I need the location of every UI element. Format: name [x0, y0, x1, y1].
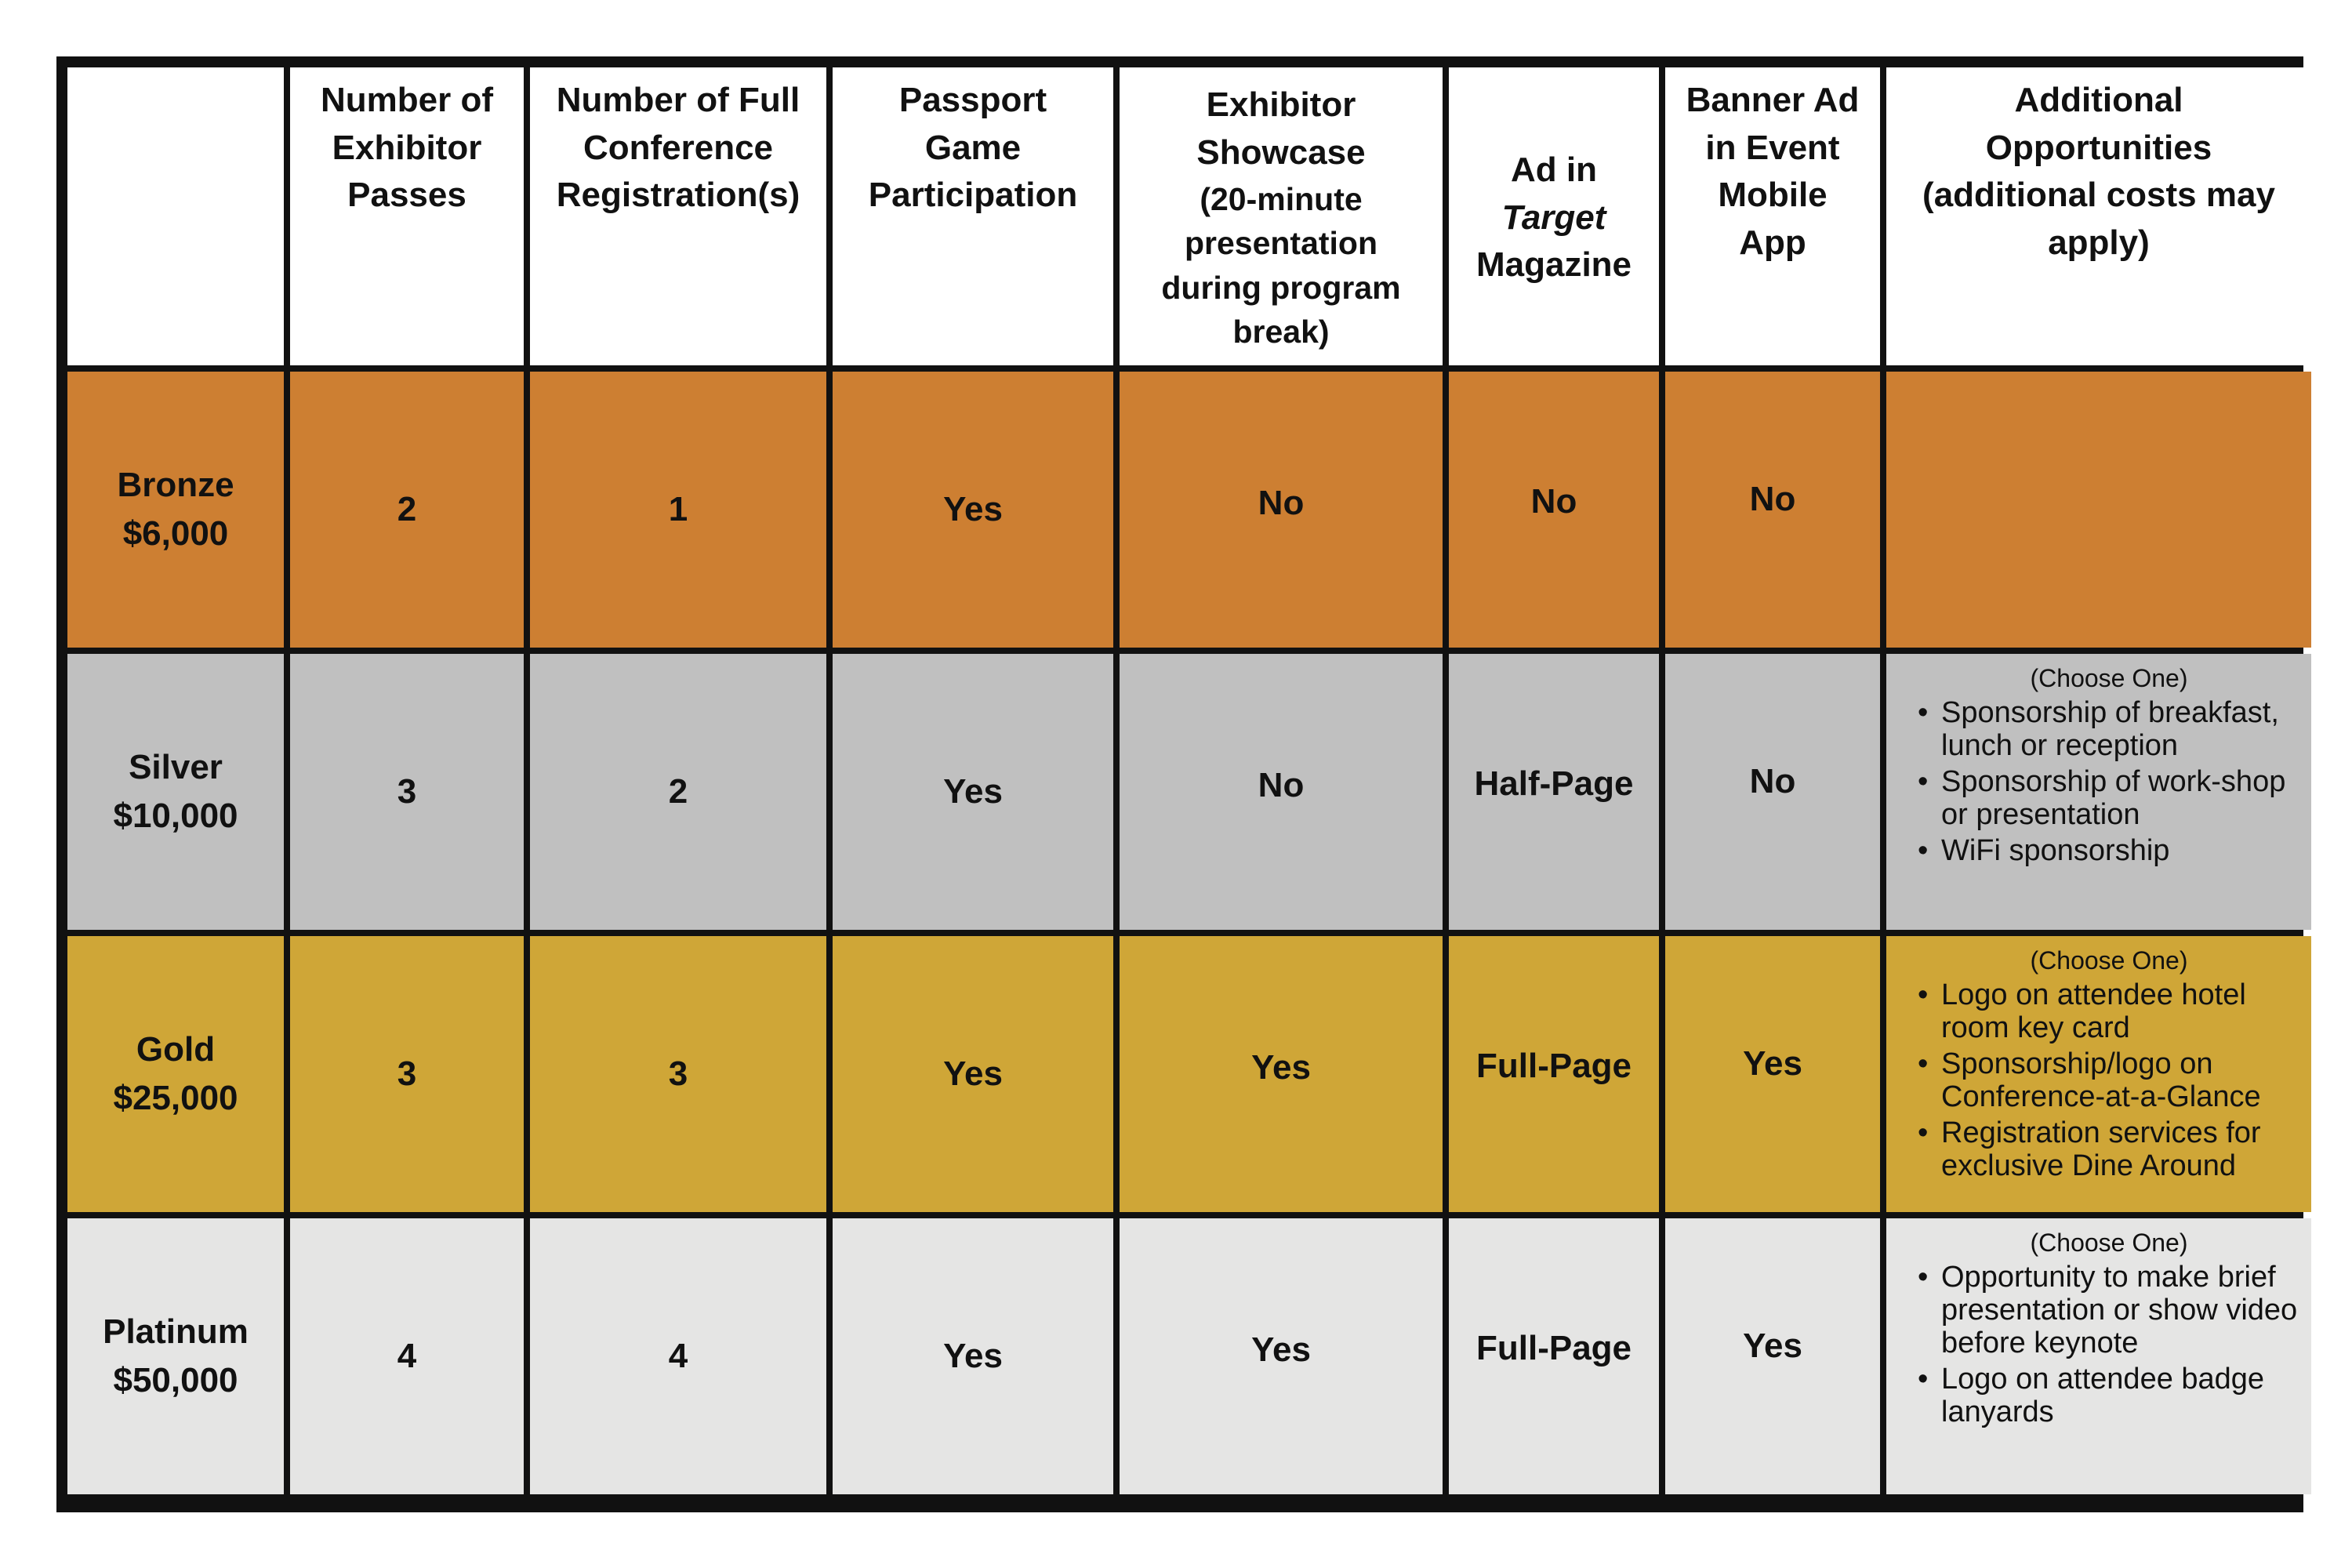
opportunity-text: Sponsorship of work-shop or presentation: [1941, 764, 2286, 832]
gold-ad: Full-Page: [1449, 936, 1659, 1212]
sponsorship-table: [56, 56, 2303, 1512]
opportunity-text: Logo on attendee hotel room key card: [1941, 978, 2246, 1044]
opportunity-text: Sponsorship/logo on Conference-at-a-Glance: [1941, 1047, 2261, 1114]
bronze-ad: No: [1449, 372, 1659, 648]
bronze-banner: No: [1665, 372, 1880, 648]
gold-showcase: Yes: [1120, 936, 1443, 1212]
bronze-passes: 2: [290, 372, 524, 648]
silver-banner: No: [1665, 654, 1880, 930]
opportunity-text: WiFi sponsorship: [1941, 834, 2170, 868]
platinum-ad: Full-Page: [1449, 1218, 1659, 1494]
silver-ad: Half-Page: [1449, 654, 1659, 930]
bullet-icon: •: [1918, 834, 1929, 868]
header-exhibitor-showcase: [1120, 67, 1443, 365]
tier-price: $25,000: [113, 1079, 238, 1117]
opportunity-text: Registration services for exclusive Dine Around: [1941, 1116, 2261, 1183]
tier-name: Gold: [136, 1029, 216, 1069]
platinum-passport: Yes: [833, 1218, 1113, 1494]
platinum-registrations: 4: [530, 1218, 826, 1494]
bronze-passport: Yes: [833, 372, 1113, 648]
silver-registrations: 2: [530, 654, 826, 930]
tier-price: $6,000: [122, 514, 229, 553]
tier-silver: [67, 654, 284, 930]
silver-passes: 3: [290, 654, 524, 930]
tier-name: Bronze: [117, 465, 234, 504]
silver-opportunities: [1886, 654, 2311, 930]
bronze-opportunities: [1886, 372, 2311, 648]
silver-passport: Yes: [833, 654, 1113, 930]
gold-opportunities: [1886, 936, 2311, 1212]
opportunity-item: [1918, 1363, 2300, 1428]
bullet-icon: •: [1918, 1260, 1929, 1294]
bullet-icon: •: [1918, 764, 1929, 798]
platinum-passes: 4: [290, 1218, 524, 1494]
bronze-registrations: 1: [530, 372, 826, 648]
opportunity-text: Logo on attendee badge lanyards: [1941, 1363, 2265, 1429]
opportunity-text: Sponsorship of breakfast, lunch or reception: [1941, 695, 2279, 762]
header-tier-blank: [67, 67, 284, 365]
bullet-icon: •: [1918, 1116, 1929, 1150]
bullet-icon: •: [1918, 1047, 1929, 1080]
platinum-opportunities: [1886, 1218, 2311, 1494]
header-passport-game: Passport Game Participation: [833, 67, 1113, 365]
opportunity-item: [1918, 1261, 2300, 1360]
gold-registrations: 3: [530, 936, 826, 1212]
opportunity-item: [1918, 765, 2300, 831]
header-full-registrations: Number of Full Conference Registration(s): [530, 67, 826, 365]
header-showcase-subtitle: (20-minute presentation during program break): [1161, 180, 1401, 350]
header-additional-opportunities: Additional Opportunities (additional costs may apply): [1886, 67, 2311, 365]
header-showcase-title: Exhibitor Showcase: [1196, 85, 1366, 172]
silver-showcase: No: [1120, 654, 1443, 930]
platinum-showcase: Yes: [1120, 1218, 1443, 1494]
choose-one-note: (Choose One): [2030, 946, 2188, 975]
tier-name: Silver: [129, 747, 223, 786]
choose-one-note: (Choose One): [2030, 664, 2188, 692]
gold-passes: 3: [290, 936, 524, 1212]
tier-price: $10,000: [113, 797, 238, 835]
header-ad-magazine-name: Target: [1501, 198, 1606, 237]
platinum-banner: Yes: [1665, 1218, 1880, 1494]
bullet-icon: •: [1918, 695, 1929, 729]
gold-passport: Yes: [833, 936, 1113, 1212]
opportunity-item: [1918, 1116, 2300, 1182]
tier-platinum: [67, 1218, 284, 1494]
opportunity-text: Opportunity to make brief presentation or show video before keynote: [1941, 1260, 2298, 1359]
bullet-icon: •: [1918, 978, 1929, 1011]
header-magazine-ad: [1449, 67, 1659, 365]
header-ad-prefix: Ad in: [1511, 150, 1597, 189]
opportunity-list: [1918, 1261, 2300, 1432]
choose-one-note: (Choose One): [2030, 1229, 2188, 1257]
tier-bronze: [67, 372, 284, 648]
opportunity-list: [1918, 978, 2300, 1186]
opportunity-item: [1918, 1047, 2300, 1113]
header-ad-suffix: Magazine: [1475, 245, 1632, 285]
tier-price: $50,000: [113, 1361, 238, 1399]
opportunity-item: [1918, 834, 2300, 867]
tier-gold: [67, 936, 284, 1212]
header-banner-ad: Banner Ad in Event Mobile App: [1665, 67, 1880, 365]
bronze-showcase: No: [1120, 372, 1443, 648]
bullet-icon: •: [1918, 1363, 1929, 1396]
opportunity-item: [1918, 978, 2300, 1044]
opportunity-list: [1918, 696, 2300, 871]
opportunity-item: [1918, 696, 2300, 762]
gold-banner: Yes: [1665, 936, 1880, 1212]
header-exhibitor-passes: Number of Exhibitor Passes: [290, 67, 524, 365]
tier-name: Platinum: [103, 1312, 249, 1351]
